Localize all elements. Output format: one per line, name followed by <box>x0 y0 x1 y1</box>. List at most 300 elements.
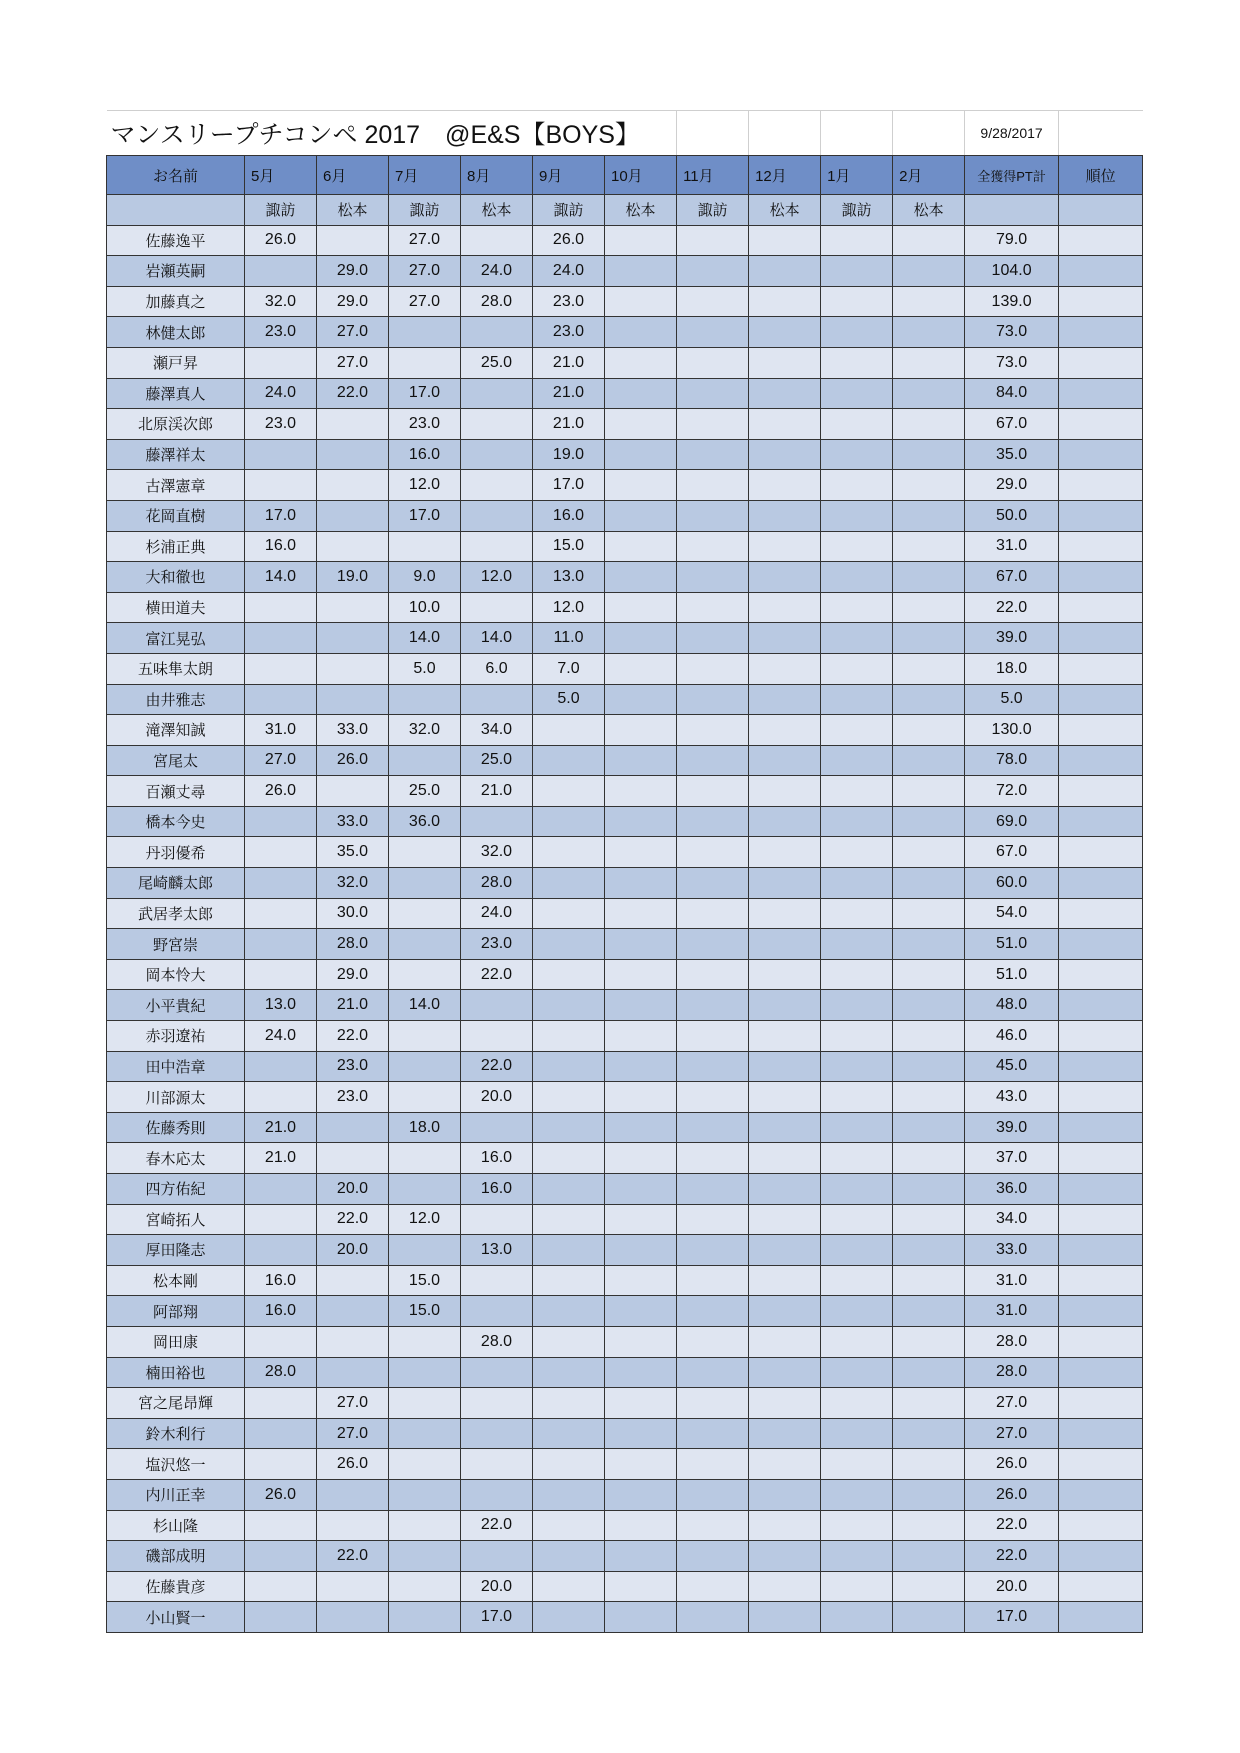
total-points-cell: 26.0 <box>965 1449 1059 1480</box>
score-cell <box>893 225 965 256</box>
score-cell <box>821 317 893 348</box>
score-cell <box>605 1235 677 1266</box>
score-cell <box>605 684 677 715</box>
player-name-cell: 北原渓次郎 <box>107 409 245 440</box>
score-cell <box>821 715 893 746</box>
score-cell: 6.0 <box>461 653 533 684</box>
player-name-cell: 尾崎麟太郎 <box>107 868 245 899</box>
score-cell <box>389 1388 461 1419</box>
score-cell <box>821 653 893 684</box>
score-cell <box>245 837 317 868</box>
table-row <box>107 1082 1143 1113</box>
rank-cell <box>1059 929 1143 960</box>
score-cell <box>821 776 893 807</box>
score-cell <box>317 1602 389 1633</box>
score-cell <box>677 378 749 409</box>
player-name-cell: 橋本今史 <box>107 806 245 837</box>
score-cell <box>317 623 389 654</box>
score-cell: 14.0 <box>389 623 461 654</box>
rank-cell <box>1059 868 1143 899</box>
score-cell <box>317 225 389 256</box>
score-cell <box>749 1174 821 1205</box>
score-cell <box>893 1418 965 1449</box>
score-cell <box>533 1021 605 1052</box>
player-name-cell: 小平貴紀 <box>107 990 245 1021</box>
score-cell <box>605 1143 677 1174</box>
total-points-cell: 72.0 <box>965 776 1059 807</box>
score-cell <box>605 1510 677 1541</box>
score-cell <box>533 1082 605 1113</box>
score-cell <box>389 1510 461 1541</box>
table-row <box>107 929 1143 960</box>
table-row <box>107 1265 1143 1296</box>
score-cell <box>749 1235 821 1266</box>
score-cell <box>461 225 533 256</box>
score-cell <box>821 1174 893 1205</box>
player-name-cell: 岡本怜大 <box>107 959 245 990</box>
table-row <box>107 1235 1143 1266</box>
score-cell: 17.0 <box>533 470 605 501</box>
score-cell <box>677 806 749 837</box>
score-cell <box>245 592 317 623</box>
score-cell <box>245 1235 317 1266</box>
player-name-cell: 藤澤真人 <box>107 378 245 409</box>
score-cell <box>389 1235 461 1266</box>
score-cell <box>677 409 749 440</box>
score-cell: 21.0 <box>245 1143 317 1174</box>
rank-cell <box>1059 1051 1143 1082</box>
rank-cell <box>1059 715 1143 746</box>
score-cell <box>893 378 965 409</box>
rank-cell <box>1059 1602 1143 1633</box>
score-cell <box>605 1479 677 1510</box>
rank-cell <box>1059 1235 1143 1266</box>
score-cell <box>677 1265 749 1296</box>
score-cell: 19.0 <box>533 439 605 470</box>
score-cell <box>245 1051 317 1082</box>
score-cell <box>749 470 821 501</box>
score-cell <box>893 898 965 929</box>
score-cell <box>245 1418 317 1449</box>
player-name-cell: 岡田康 <box>107 1326 245 1357</box>
score-cell <box>749 898 821 929</box>
score-cell <box>677 1143 749 1174</box>
score-cell: 15.0 <box>389 1296 461 1327</box>
score-cell <box>677 715 749 746</box>
score-cell <box>821 1235 893 1266</box>
blank-cell <box>893 111 965 156</box>
table-row <box>107 806 1143 837</box>
score-cell <box>317 409 389 440</box>
score-cell <box>605 1021 677 1052</box>
score-cell: 14.0 <box>245 562 317 593</box>
score-cell <box>677 623 749 654</box>
table-row <box>107 531 1143 562</box>
score-cell <box>677 1541 749 1572</box>
score-cell <box>821 837 893 868</box>
score-cell <box>677 256 749 287</box>
score-cell <box>893 1143 965 1174</box>
score-cell: 29.0 <box>317 256 389 287</box>
total-points-cell: 37.0 <box>965 1143 1059 1174</box>
score-cell <box>821 1112 893 1143</box>
score-cell: 9.0 <box>389 562 461 593</box>
score-cell <box>677 837 749 868</box>
score-cell <box>533 776 605 807</box>
score-cell <box>821 1326 893 1357</box>
score-cell <box>389 1541 461 1572</box>
blank-cell <box>1059 195 1143 226</box>
rank-cell <box>1059 378 1143 409</box>
player-name-cell: 塩沢悠一 <box>107 1449 245 1480</box>
score-cell <box>461 1296 533 1327</box>
score-cell <box>749 1541 821 1572</box>
score-cell: 23.0 <box>533 286 605 317</box>
rank-cell <box>1059 776 1143 807</box>
score-cell <box>605 1541 677 1572</box>
score-cell: 28.0 <box>245 1357 317 1388</box>
score-cell <box>317 684 389 715</box>
score-cell <box>605 1602 677 1633</box>
score-cell <box>677 562 749 593</box>
score-cell <box>605 500 677 531</box>
rank-cell <box>1059 1571 1143 1602</box>
score-cell: 27.0 <box>317 317 389 348</box>
score-cell <box>749 868 821 899</box>
score-cell: 21.0 <box>245 1112 317 1143</box>
score-cell <box>461 500 533 531</box>
score-cell <box>317 592 389 623</box>
table-row <box>107 1541 1143 1572</box>
score-cell <box>893 470 965 501</box>
score-cell: 26.0 <box>245 225 317 256</box>
player-name-cell: 杉山隆 <box>107 1510 245 1541</box>
score-cell <box>605 1449 677 1480</box>
rank-cell <box>1059 623 1143 654</box>
score-cell <box>893 1388 965 1419</box>
score-cell <box>245 1388 317 1419</box>
score-cell <box>389 1571 461 1602</box>
score-cell <box>533 1388 605 1419</box>
total-points-cell: 22.0 <box>965 1510 1059 1541</box>
score-cell <box>461 1388 533 1419</box>
table-row <box>107 256 1143 287</box>
player-name-cell: 林健太郎 <box>107 317 245 348</box>
score-cell <box>893 715 965 746</box>
score-cell <box>821 1510 893 1541</box>
score-cell <box>677 929 749 960</box>
player-name-cell: 加藤真之 <box>107 286 245 317</box>
score-cell <box>461 409 533 440</box>
table-row <box>107 286 1143 317</box>
score-cell <box>677 225 749 256</box>
score-cell <box>749 378 821 409</box>
player-name-cell: 田中浩章 <box>107 1051 245 1082</box>
total-points-cell: 26.0 <box>965 1479 1059 1510</box>
score-cell <box>605 409 677 440</box>
score-cell: 23.0 <box>245 317 317 348</box>
table-row <box>107 1112 1143 1143</box>
score-cell <box>749 1418 821 1449</box>
score-cell <box>605 990 677 1021</box>
score-cell <box>533 1326 605 1357</box>
player-name-cell: 鈴木利行 <box>107 1418 245 1449</box>
score-cell <box>245 1082 317 1113</box>
table-row <box>107 1174 1143 1205</box>
venue-cell: 諏訪 <box>533 195 605 226</box>
total-points-cell: 67.0 <box>965 409 1059 440</box>
total-points-cell: 31.0 <box>965 1265 1059 1296</box>
rank-cell <box>1059 1326 1143 1357</box>
total-points-cell: 51.0 <box>965 959 1059 990</box>
score-cell: 21.0 <box>533 378 605 409</box>
score-cell <box>245 1204 317 1235</box>
score-cell <box>893 347 965 378</box>
venue-cell: 諏訪 <box>389 195 461 226</box>
score-cell <box>677 1174 749 1205</box>
score-cell: 14.0 <box>389 990 461 1021</box>
score-cell <box>821 1418 893 1449</box>
score-cell: 21.0 <box>461 776 533 807</box>
score-cell <box>749 1265 821 1296</box>
rank-cell <box>1059 745 1143 776</box>
score-cell: 13.0 <box>533 562 605 593</box>
rank-cell <box>1059 1296 1143 1327</box>
score-cell <box>821 1388 893 1419</box>
table-row <box>107 1418 1143 1449</box>
score-cell <box>821 286 893 317</box>
score-cell <box>893 1602 965 1633</box>
score-cell: 32.0 <box>461 837 533 868</box>
total-points-cell: 50.0 <box>965 500 1059 531</box>
score-cell <box>677 592 749 623</box>
score-cell <box>533 868 605 899</box>
score-cell: 27.0 <box>317 1418 389 1449</box>
rank-cell <box>1059 990 1143 1021</box>
score-cell <box>605 745 677 776</box>
score-cell <box>533 1296 605 1327</box>
score-cell <box>389 531 461 562</box>
score-cell <box>893 776 965 807</box>
rank-cell <box>1059 439 1143 470</box>
total-points-cell: 104.0 <box>965 256 1059 287</box>
total-points-cell: 28.0 <box>965 1357 1059 1388</box>
score-cell <box>605 225 677 256</box>
score-cell <box>461 806 533 837</box>
player-name-cell: 古澤憲章 <box>107 470 245 501</box>
table-row <box>107 1143 1143 1174</box>
score-cell <box>749 684 821 715</box>
score-cell <box>821 1051 893 1082</box>
score-cell <box>677 959 749 990</box>
score-cell <box>821 1296 893 1327</box>
player-name-cell: 大和徹也 <box>107 562 245 593</box>
score-cell: 36.0 <box>389 806 461 837</box>
total-points-cell: 39.0 <box>965 623 1059 654</box>
score-cell <box>749 1388 821 1419</box>
player-name-cell: 百瀬丈尋 <box>107 776 245 807</box>
score-cell: 20.0 <box>317 1174 389 1205</box>
score-cell <box>245 1541 317 1572</box>
score-cell <box>389 959 461 990</box>
score-cell <box>893 1296 965 1327</box>
score-cell <box>749 225 821 256</box>
score-cell: 28.0 <box>461 868 533 899</box>
score-cell: 16.0 <box>245 531 317 562</box>
score-cell <box>605 1204 677 1235</box>
total-points-cell: 45.0 <box>965 1051 1059 1082</box>
score-cell <box>245 256 317 287</box>
score-cell: 7.0 <box>533 653 605 684</box>
score-cell <box>749 715 821 746</box>
rank-cell <box>1059 1418 1143 1449</box>
rank-cell <box>1059 347 1143 378</box>
score-cell <box>893 1357 965 1388</box>
score-cell <box>893 500 965 531</box>
rank-cell <box>1059 225 1143 256</box>
score-cell <box>605 715 677 746</box>
score-cell <box>749 347 821 378</box>
score-cell <box>605 1571 677 1602</box>
table-row <box>107 623 1143 654</box>
score-cell <box>749 653 821 684</box>
rank-cell <box>1059 1204 1143 1235</box>
score-cell <box>821 1602 893 1633</box>
score-cell <box>461 1265 533 1296</box>
score-cell <box>749 806 821 837</box>
score-cell <box>533 1204 605 1235</box>
total-points-cell: 33.0 <box>965 1235 1059 1266</box>
score-cell <box>749 1051 821 1082</box>
blank-cell <box>677 111 749 156</box>
score-cell: 19.0 <box>317 562 389 593</box>
score-cell: 10.0 <box>389 592 461 623</box>
player-name-cell: 宮崎拓人 <box>107 1204 245 1235</box>
score-cell <box>677 1326 749 1357</box>
score-cell: 18.0 <box>389 1112 461 1143</box>
score-cell <box>821 745 893 776</box>
table-row <box>107 1602 1143 1633</box>
score-cell: 27.0 <box>317 347 389 378</box>
score-cell <box>461 1021 533 1052</box>
rank-cell <box>1059 837 1143 868</box>
score-cell: 32.0 <box>389 715 461 746</box>
score-cell <box>533 1541 605 1572</box>
month-column-header: 2月 <box>893 156 965 195</box>
score-cell: 26.0 <box>317 745 389 776</box>
score-cell <box>821 623 893 654</box>
score-cell <box>749 1082 821 1113</box>
player-name-cell: 丹羽優希 <box>107 837 245 868</box>
score-cell: 26.0 <box>533 225 605 256</box>
score-cell <box>749 317 821 348</box>
score-cell: 22.0 <box>317 1204 389 1235</box>
name-column-header: お名前 <box>107 156 245 195</box>
venue-cell: 松本 <box>605 195 677 226</box>
score-cell: 25.0 <box>461 347 533 378</box>
score-cell: 29.0 <box>317 286 389 317</box>
table-row <box>107 653 1143 684</box>
month-column-header: 12月 <box>749 156 821 195</box>
score-cell <box>245 1174 317 1205</box>
score-cell <box>893 286 965 317</box>
score-cell <box>605 1326 677 1357</box>
score-cell <box>749 1204 821 1235</box>
player-name-cell: 藤澤祥太 <box>107 439 245 470</box>
score-cell: 13.0 <box>245 990 317 1021</box>
month-column-header: 8月 <box>461 156 533 195</box>
score-cell <box>389 898 461 929</box>
total-points-cell: 28.0 <box>965 1326 1059 1357</box>
blank-cell <box>749 111 821 156</box>
table-row <box>107 1357 1143 1388</box>
score-cell: 26.0 <box>317 1449 389 1480</box>
score-cell <box>821 806 893 837</box>
score-cell <box>893 806 965 837</box>
month-column-header: 5月 <box>245 156 317 195</box>
player-name-cell: 四方佑紀 <box>107 1174 245 1205</box>
player-name-cell: 五味隼太朗 <box>107 653 245 684</box>
score-cell <box>605 562 677 593</box>
score-cell <box>461 317 533 348</box>
score-cell <box>533 1418 605 1449</box>
score-cell <box>389 745 461 776</box>
total-points-cell: 67.0 <box>965 562 1059 593</box>
table-row <box>107 439 1143 470</box>
player-name-cell: 富江晃弘 <box>107 623 245 654</box>
rank-cell <box>1059 256 1143 287</box>
rank-cell <box>1059 1449 1143 1480</box>
score-cell <box>893 837 965 868</box>
score-cell <box>677 1449 749 1480</box>
score-cell <box>461 439 533 470</box>
score-cell <box>677 898 749 929</box>
score-cell <box>389 837 461 868</box>
score-cell <box>533 1479 605 1510</box>
score-cell <box>533 1510 605 1541</box>
score-cell: 16.0 <box>461 1174 533 1205</box>
score-cell <box>677 1479 749 1510</box>
score-cell: 27.0 <box>389 286 461 317</box>
score-cell <box>245 623 317 654</box>
rank-cell <box>1059 1357 1143 1388</box>
venue-cell: 松本 <box>317 195 389 226</box>
player-name-cell: 野宮崇 <box>107 929 245 960</box>
score-cell <box>749 959 821 990</box>
score-cell: 21.0 <box>533 409 605 440</box>
score-cell <box>893 317 965 348</box>
score-cell <box>605 1051 677 1082</box>
score-cell <box>245 929 317 960</box>
score-cell: 28.0 <box>461 286 533 317</box>
score-cell: 21.0 <box>317 990 389 1021</box>
score-cell <box>821 1143 893 1174</box>
score-cell <box>893 929 965 960</box>
score-cell <box>893 868 965 899</box>
score-cell: 5.0 <box>533 684 605 715</box>
player-name-cell: 阿部翔 <box>107 1296 245 1327</box>
score-cell <box>821 347 893 378</box>
total-points-cell: 67.0 <box>965 837 1059 868</box>
score-cell: 24.0 <box>461 898 533 929</box>
score-cell <box>605 378 677 409</box>
score-cell: 24.0 <box>245 1021 317 1052</box>
score-cell: 22.0 <box>317 1541 389 1572</box>
venue-row <box>107 195 1143 226</box>
score-cell <box>677 1296 749 1327</box>
total-points-cell: 46.0 <box>965 1021 1059 1052</box>
rank-cell <box>1059 317 1143 348</box>
